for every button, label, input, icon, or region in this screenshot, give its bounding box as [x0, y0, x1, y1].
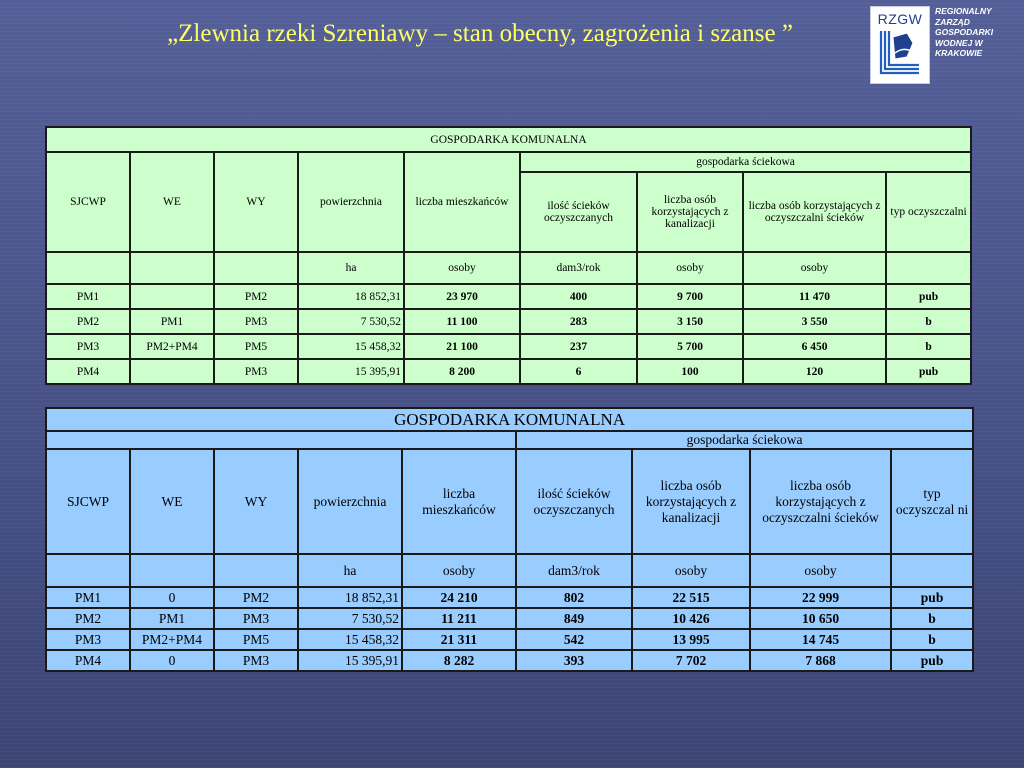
org-line: KRAKOWIE	[935, 48, 983, 58]
unit-cell	[46, 252, 130, 284]
cell-area: 18 852,31	[298, 284, 404, 309]
cell-sewerage-users: 100	[637, 359, 743, 384]
cell-sjcwp: PM1	[46, 587, 130, 608]
header-sjcwp: SJCWP	[46, 152, 130, 252]
header-area: powierzchnia	[298, 449, 402, 554]
cell-sewerage-users: 7 702	[632, 650, 750, 671]
cell-sewerage-users: 13 995	[632, 629, 750, 650]
unit-cell: ha	[298, 554, 402, 587]
cell-sewerage-users: 5 700	[637, 334, 743, 359]
cell-area: 15 458,32	[298, 629, 402, 650]
cell-sjcwp: PM2	[46, 608, 130, 629]
unit-cell	[130, 252, 214, 284]
cell-plant-users: 3 550	[743, 309, 886, 334]
header-population: liczba mieszkańców	[404, 152, 520, 252]
header-we: WE	[130, 152, 214, 252]
unit-cell: osoby	[637, 252, 743, 284]
header-plant-type: typ oczyszczal ni	[891, 449, 973, 554]
cell-we: 0	[130, 650, 214, 671]
cell-area: 7 530,52	[298, 608, 402, 629]
cell-plant-users: 6 450	[743, 334, 886, 359]
table-row	[46, 629, 973, 650]
header-group-empty	[46, 431, 516, 449]
table-row	[46, 309, 971, 334]
unit-cell	[46, 554, 130, 587]
unit-cell: osoby	[402, 554, 516, 587]
unit-cell: dam3/rok	[516, 554, 632, 587]
cell-wy: PM3	[214, 650, 298, 671]
table-row	[46, 334, 971, 359]
header-treated-sewage: ilość ścieków oczyszczanych	[520, 172, 637, 252]
cell-plant-type: b	[886, 334, 971, 359]
header-plant-type: typ oczyszczalni	[886, 172, 971, 252]
cell-sewerage-users: 3 150	[637, 309, 743, 334]
cell-we	[130, 359, 214, 384]
cell-population: 23 970	[404, 284, 520, 309]
cell-sjcwp: PM4	[46, 359, 130, 384]
rzgw-emblem-icon	[877, 27, 923, 79]
cell-sjcwp: PM3	[46, 629, 130, 650]
cell-plant-users: 120	[743, 359, 886, 384]
cell-plant-type: pub	[891, 587, 973, 608]
cell-plant-users: 11 470	[743, 284, 886, 309]
header-wy: WY	[214, 449, 298, 554]
org-line: WODNEJ W	[935, 37, 983, 48]
units-row	[46, 554, 973, 587]
header-treatment-plant-users: liczba osób korzystających z oczyszczalni ścieków	[743, 172, 886, 252]
table-title: GOSPODARKA KOMUNALNA	[46, 408, 973, 431]
header-sewerage-users: liczba osób korzystających z kanalizacji	[632, 449, 750, 554]
cell-sewerage-users: 10 426	[632, 608, 750, 629]
cell-population: 11 211	[402, 608, 516, 629]
cell-plant-type: b	[891, 608, 973, 629]
cell-treated-sewage: 802	[516, 587, 632, 608]
cell-treated-sewage: 849	[516, 608, 632, 629]
cell-plant-type: pub	[891, 650, 973, 671]
cell-sewerage-users: 22 515	[632, 587, 750, 608]
cell-area: 15 395,91	[298, 650, 402, 671]
table-row	[46, 650, 973, 671]
cell-treated-sewage: 400	[520, 284, 637, 309]
cell-population: 8 282	[402, 650, 516, 671]
cell-we	[130, 284, 214, 309]
unit-cell: dam3/rok	[520, 252, 637, 284]
cell-treated-sewage: 237	[520, 334, 637, 359]
table-row	[46, 608, 973, 629]
cell-sjcwp: PM2	[46, 309, 130, 334]
logo-abbr: RZGW	[877, 11, 923, 27]
cell-area: 15 395,91	[298, 359, 404, 384]
unit-cell	[886, 252, 971, 284]
cell-sjcwp: PM1	[46, 284, 130, 309]
unit-cell: osoby	[404, 252, 520, 284]
municipal-table-1	[45, 126, 972, 385]
cell-plant-type: pub	[886, 359, 971, 384]
cell-wy: PM5	[214, 629, 298, 650]
cell-treated-sewage: 542	[516, 629, 632, 650]
cell-plant-type: pub	[886, 284, 971, 309]
cell-wy: PM5	[214, 334, 298, 359]
municipal-table-2	[45, 407, 974, 672]
org-line: REGIONALNY	[935, 6, 992, 16]
unit-cell	[130, 554, 214, 587]
cell-plant-users: 7 868	[750, 650, 891, 671]
org-line: ZARZĄD	[935, 16, 970, 27]
cell-population: 8 200	[404, 359, 520, 384]
cell-area: 18 852,31	[298, 587, 402, 608]
cell-sjcwp: PM4	[46, 650, 130, 671]
cell-we: PM2+PM4	[130, 629, 214, 650]
cell-plant-users: 22 999	[750, 587, 891, 608]
cell-we: PM2+PM4	[130, 334, 214, 359]
header-treatment-plant-users: liczba osób korzystających z oczyszczalni ścieków	[750, 449, 891, 554]
rzgw-logo	[870, 6, 930, 84]
cell-sjcwp: PM3	[46, 334, 130, 359]
cell-treated-sewage: 283	[520, 309, 637, 334]
unit-cell: osoby	[750, 554, 891, 587]
cell-we: PM1	[130, 309, 214, 334]
unit-cell: ha	[298, 252, 404, 284]
cell-plant-type: b	[886, 309, 971, 334]
cell-population: 21 100	[404, 334, 520, 359]
table-row	[46, 284, 971, 309]
unit-cell	[891, 554, 973, 587]
cell-treated-sewage: 6	[520, 359, 637, 384]
header-sjcwp: SJCWP	[46, 449, 130, 554]
table-title: GOSPODARKA KOMUNALNA	[46, 127, 971, 152]
cell-sewerage-users: 9 700	[637, 284, 743, 309]
cell-population: 21 311	[402, 629, 516, 650]
cell-plant-users: 14 745	[750, 629, 891, 650]
cell-wy: PM2	[214, 284, 298, 309]
units-row	[46, 252, 971, 284]
org-line: GOSPODARKI	[935, 27, 994, 37]
unit-cell	[214, 252, 298, 284]
cell-population: 24 210	[402, 587, 516, 608]
cell-we: PM1	[130, 608, 214, 629]
table-row	[46, 587, 973, 608]
cell-plant-type: b	[891, 629, 973, 650]
cell-wy: PM3	[214, 359, 298, 384]
header-population: liczba mieszkańców	[402, 449, 516, 554]
cell-wy: PM3	[214, 608, 298, 629]
unit-cell: osoby	[743, 252, 886, 284]
unit-cell: osoby	[632, 554, 750, 587]
header-sewerage-users: liczba osób korzystających z kanalizacji	[637, 172, 743, 252]
cell-population: 11 100	[404, 309, 520, 334]
unit-cell	[214, 554, 298, 587]
cell-plant-users: 10 650	[750, 608, 891, 629]
header-we: WE	[130, 449, 214, 554]
header-treated-sewage: ilość ścieków oczyszczanych	[516, 449, 632, 554]
cell-treated-sewage: 393	[516, 650, 632, 671]
table-row	[46, 359, 971, 384]
cell-wy: PM2	[214, 587, 298, 608]
cell-wy: PM3	[214, 309, 298, 334]
cell-area: 7 530,52	[298, 309, 404, 334]
cell-we: 0	[130, 587, 214, 608]
cell-area: 15 458,32	[298, 334, 404, 359]
slide-title: „Zlewnia rzeki Szreniawy – stan obecny, zagrożenia i szanse ”	[167, 20, 793, 47]
header-group-sewage: gospodarka ściekowa	[516, 431, 973, 449]
header-wy: WY	[214, 152, 298, 252]
header-group-sewage: gospodarka ściekowa	[520, 152, 971, 172]
organization-name	[935, 6, 1023, 59]
header-area: powierzchnia	[298, 152, 404, 252]
